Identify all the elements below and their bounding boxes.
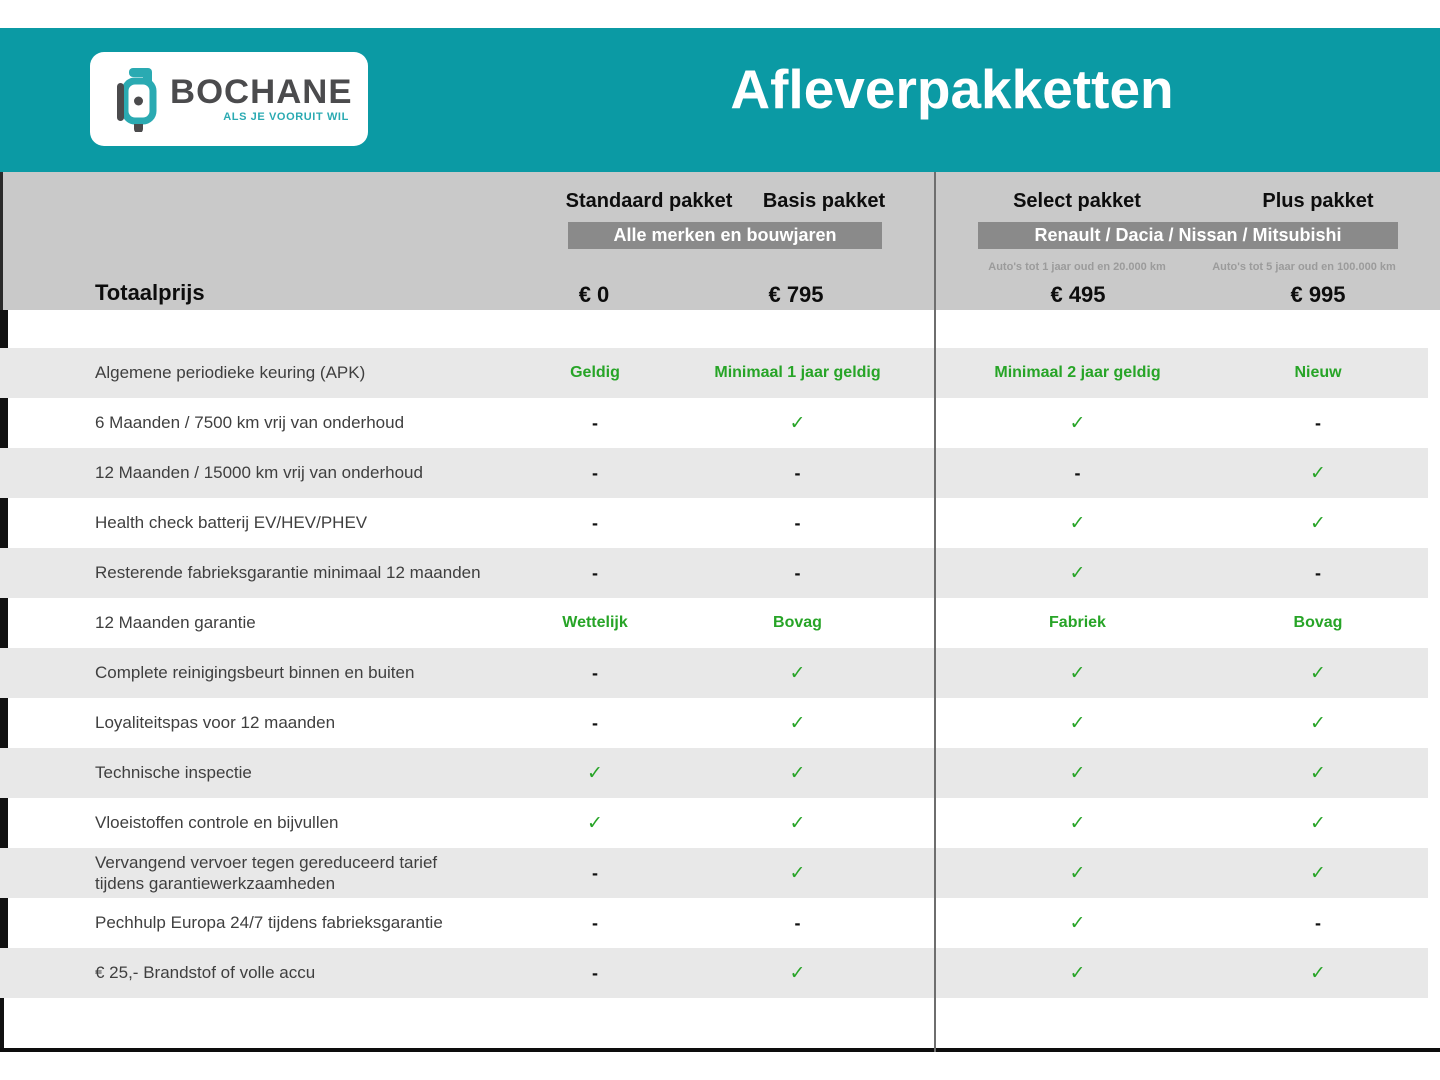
row-label: 12 Maanden garantie <box>95 613 256 633</box>
table-cell <box>1220 913 1416 934</box>
check-icon: ✓ <box>1310 962 1326 984</box>
table-row <box>0 798 1440 848</box>
check-icon: ✓ <box>1069 412 1086 434</box>
value-text: Bovag <box>773 614 822 631</box>
price-standaard: € 0 <box>578 282 610 307</box>
check-icon: ✓ <box>587 762 603 784</box>
table-cell <box>500 762 690 785</box>
table-cell <box>690 913 905 934</box>
check-icon: ✓ <box>1069 762 1086 784</box>
value-text: Bovag <box>1293 614 1343 631</box>
table-cell <box>935 962 1220 985</box>
bochane-pump-icon <box>116 66 160 132</box>
table-cell <box>1220 512 1416 535</box>
value-text: Minimaal 1 jaar geldig <box>714 364 881 381</box>
package-note-plus: Auto's tot 5 jaar oud en 100.000 km <box>1212 261 1396 273</box>
table-row <box>0 448 1428 498</box>
page-title: Afleverpakketten <box>730 58 1174 120</box>
check-icon: ✓ <box>789 862 806 884</box>
package-header-band <box>0 172 1440 310</box>
dash-mark: - <box>794 462 801 483</box>
table-cell <box>690 563 905 584</box>
dash-mark: - <box>592 662 598 683</box>
check-icon: ✓ <box>1069 562 1086 584</box>
value-text: Geldig <box>570 364 620 381</box>
dash-mark: - <box>592 562 598 583</box>
table-cell <box>500 863 690 884</box>
table-cell <box>1220 662 1416 685</box>
table-row <box>0 848 1428 898</box>
dash-mark: - <box>592 962 598 983</box>
row-label: Vloeistoffen controle en bijvullen <box>95 813 339 833</box>
bottom-border <box>0 1048 1440 1052</box>
section-divider <box>934 172 936 1052</box>
check-icon: ✓ <box>1310 662 1326 684</box>
table-row <box>0 598 1440 648</box>
check-icon: ✓ <box>789 662 806 684</box>
check-icon: ✓ <box>1069 912 1086 934</box>
check-icon: ✓ <box>587 812 603 834</box>
table-cell <box>690 862 905 885</box>
table-cell <box>690 962 905 985</box>
table-cell <box>1220 712 1416 735</box>
table-cell <box>935 862 1220 885</box>
package-note-select: Auto's tot 1 jaar oud en 20.000 km <box>988 261 1166 273</box>
table-cell <box>935 712 1220 735</box>
check-icon: ✓ <box>1310 812 1326 834</box>
table-cell <box>690 364 905 382</box>
dash-mark: - <box>592 462 598 483</box>
table-cell <box>500 463 690 484</box>
check-icon: ✓ <box>789 812 806 834</box>
table-row <box>0 898 1440 948</box>
row-label: Complete reinigingsbeurt binnen en buiten <box>95 663 415 683</box>
table-cell <box>690 412 905 435</box>
table-cell <box>690 762 905 785</box>
table-cell <box>690 662 905 685</box>
table-cell <box>690 614 905 632</box>
table-cell <box>1220 962 1416 985</box>
table-cell <box>500 513 690 534</box>
table-cell <box>935 364 1220 382</box>
table-cell <box>935 512 1220 535</box>
logo-text <box>170 73 353 123</box>
comparison-table <box>0 348 1440 998</box>
dash-mark: - <box>794 512 801 533</box>
table-row <box>0 948 1428 998</box>
price-plus: € 995 <box>1290 282 1346 307</box>
spacer-row <box>0 310 1440 348</box>
table-cell <box>500 713 690 734</box>
value-text: Minimaal 2 jaar geldig <box>994 364 1161 381</box>
table-cell <box>500 563 690 584</box>
table-row <box>0 548 1428 598</box>
table-cell <box>690 712 905 735</box>
table-cell <box>935 912 1220 935</box>
row-label: Vervangend vervoer tegen gereduceerd tarief tijdens garantiewerkzaamheden <box>95 852 438 893</box>
check-icon: ✓ <box>1069 862 1086 884</box>
check-icon: ✓ <box>1310 462 1326 484</box>
dash-mark: - <box>1315 562 1321 583</box>
package-name-standaard: Standaard pakket <box>565 190 733 212</box>
table-cell <box>1220 462 1416 485</box>
brand-banner-right: Renault / Dacia / Nissan / Mitsubishi <box>978 222 1398 249</box>
check-icon: ✓ <box>1310 512 1326 534</box>
dash-mark: - <box>592 912 598 933</box>
table-cell <box>935 463 1220 484</box>
logo-brand: BOCHANE <box>170 73 353 111</box>
row-label: 12 Maanden / 15000 km vrij van onderhoud <box>95 463 423 483</box>
check-icon: ✓ <box>1310 762 1326 784</box>
total-price-label: Totaalprijs <box>95 280 205 305</box>
row-label: Loyaliteitspas voor 12 maanden <box>95 713 336 733</box>
table-cell <box>935 662 1220 685</box>
package-name-plus: Plus pakket <box>1262 190 1374 212</box>
table-cell <box>1220 762 1416 785</box>
package-name-basis: Basis pakket <box>762 190 886 212</box>
dash-mark: - <box>1315 912 1321 933</box>
bochane-logo <box>90 52 368 146</box>
table-cell <box>500 812 690 835</box>
table-cell <box>690 513 905 534</box>
table-cell <box>935 562 1220 585</box>
row-label: Algemene periodieke keuring (APK) <box>95 363 366 383</box>
table-cell <box>690 463 905 484</box>
dash-mark: - <box>592 412 598 433</box>
check-icon: ✓ <box>789 762 806 784</box>
table-cell <box>500 963 690 984</box>
check-icon: ✓ <box>789 412 806 434</box>
check-icon: ✓ <box>1310 712 1326 734</box>
check-icon: ✓ <box>789 962 806 984</box>
check-icon: ✓ <box>1069 712 1086 734</box>
price-basis: € 795 <box>768 282 824 307</box>
table-row <box>0 748 1428 798</box>
table-cell <box>1220 862 1416 885</box>
table-cell <box>935 412 1220 435</box>
table-row <box>0 698 1440 748</box>
check-icon: ✓ <box>1069 812 1086 834</box>
check-icon: ✓ <box>789 712 806 734</box>
dash-mark: - <box>1315 412 1321 433</box>
table-cell <box>690 812 905 835</box>
logo-tagline: ALS JE VOORUIT WIL <box>223 111 349 123</box>
table-row <box>0 398 1440 448</box>
table-cell <box>500 913 690 934</box>
table-row <box>0 498 1440 548</box>
price-select: € 495 <box>1050 282 1106 307</box>
dash-mark: - <box>592 712 598 733</box>
check-icon: ✓ <box>1069 512 1086 534</box>
table-cell <box>500 663 690 684</box>
check-icon: ✓ <box>1310 862 1326 884</box>
dash-mark: - <box>592 512 598 533</box>
dash-mark: - <box>794 912 801 933</box>
row-label: Resterende fabrieksgarantie minimaal 12 maanden <box>95 563 481 583</box>
dash-mark: - <box>794 562 801 583</box>
table-cell <box>500 413 690 434</box>
table-cell <box>500 614 690 632</box>
table-cell <box>935 812 1220 835</box>
table-cell <box>1220 563 1416 584</box>
row-label: Technische inspectie <box>95 763 252 783</box>
table-row <box>0 648 1428 698</box>
teal-header-band <box>0 28 1440 172</box>
table-cell <box>935 614 1220 632</box>
package-name-select: Select pakket <box>1013 190 1141 212</box>
check-icon: ✓ <box>1069 662 1086 684</box>
value-text: Wettelijk <box>562 614 628 631</box>
table-cell <box>1220 364 1416 382</box>
footer-row <box>0 998 1440 1048</box>
table-row <box>0 348 1428 398</box>
row-label: Health check batterij EV/HEV/PHEV <box>95 513 368 533</box>
dash-mark: - <box>1074 462 1081 483</box>
value-text: Nieuw <box>1294 364 1342 381</box>
row-label: 6 Maanden / 7500 km vrij van onderhoud <box>95 413 405 433</box>
brand-banner-left: Alle merken en bouwjaren <box>568 222 882 249</box>
table-cell <box>1220 812 1416 835</box>
value-text: Fabriek <box>1049 614 1106 631</box>
row-label: € 25,- Brandstof of volle accu <box>95 963 316 983</box>
table-cell <box>1220 614 1416 632</box>
table-cell <box>500 364 690 382</box>
table-cell <box>935 762 1220 785</box>
table-cell <box>1220 413 1416 434</box>
row-label: Pechhulp Europa 24/7 tijdens fabrieksgarantie <box>95 913 443 933</box>
dash-mark: - <box>592 862 598 883</box>
check-icon: ✓ <box>1069 962 1086 984</box>
